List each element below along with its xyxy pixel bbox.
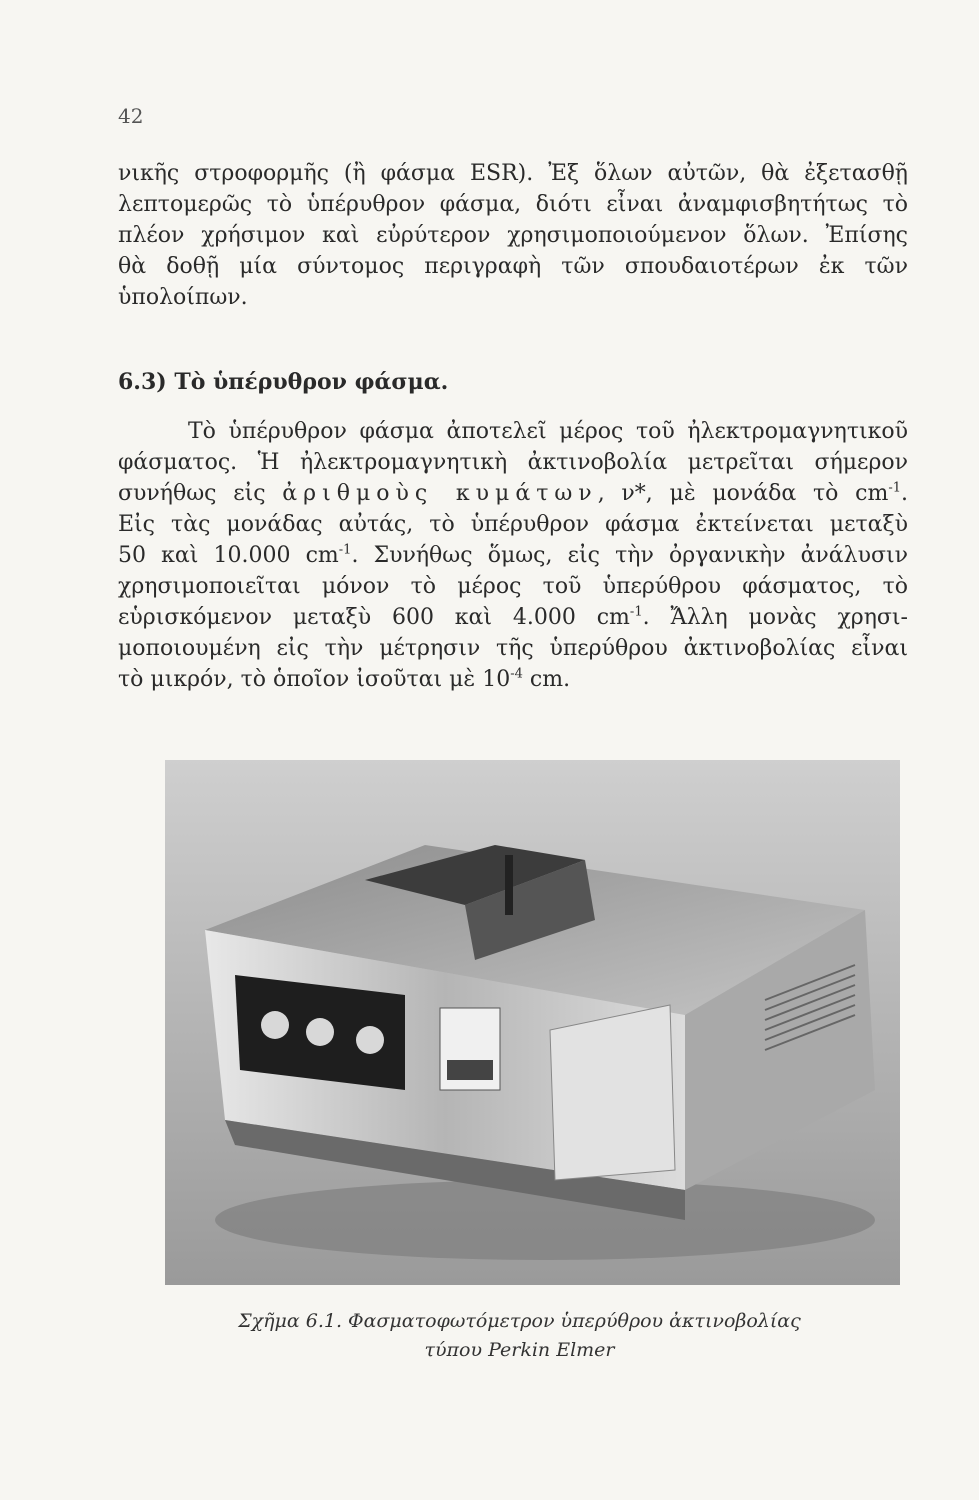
text-line: Εἰς τὰς μονάδας αὐτάς, τὸ ὑπέρυθρον φάσμα ἐκτείνεται μεταξὺ (118, 512, 908, 537)
text-line: λεπτομερῶς τὸ ὑπέρυθρον φάσμα, διότι εἶναι ἀναμφισβητήτως τὸ (118, 192, 908, 217)
text-fragment: . Ἄλλη μονὰς χρησι- (642, 605, 908, 630)
text-line (118, 664, 908, 695)
page-number: 42 (118, 104, 144, 128)
superscript: -1 (629, 604, 643, 620)
knob-icon (261, 1011, 289, 1039)
superscript: -4 (510, 666, 523, 682)
spaced-term: ἀριθμοὺς κυμάτων (282, 481, 598, 506)
superscript: -1 (888, 480, 901, 496)
text-fragment: τὸ μικρόν, τὸ ὁποῖον ἰσοῦται μὲ 10 (118, 667, 511, 692)
text-line: χρησιμοποιεῖται μόνον τὸ μέρος τοῦ ὑπερύθρου φάσματος, τὸ (118, 574, 908, 599)
knob-icon (306, 1018, 334, 1046)
text-fragment: 50 καὶ 10.000 cm (118, 543, 339, 568)
text-fragment: cm. (522, 667, 571, 692)
text-fragment: , ν*, μὲ μονάδα τὸ cm (597, 481, 889, 506)
sample-compartment (550, 1005, 675, 1180)
text-line: φάσματος. Ἡ ἠλεκτρομαγνητικὴ ἀκτινοβολία μετρεῖται σήμερον (118, 450, 908, 475)
superscript: -1 (338, 542, 352, 558)
intro-paragraph (118, 158, 908, 313)
text-fragment: . (901, 481, 908, 506)
text-line (118, 540, 908, 571)
instrument-illustration (165, 760, 900, 1285)
figure-caption-subtitle: τύπου Perkin Elmer (424, 1339, 615, 1361)
text-line: πλέον χρήσιμον καὶ εὐρύτερον χρησιμοποιούμενον ὅλων. Ἐπίσης (118, 223, 908, 248)
spectrophotometer-photo (165, 760, 900, 1285)
text-line (118, 602, 908, 633)
body-paragraph (118, 416, 908, 695)
knob-icon (356, 1026, 384, 1054)
text-line: μοποιουμένη εἰς τὴν μέτρησιν τῆς ὑπερύθρου ἀκτινοβολίας εἶναι (118, 636, 908, 661)
figure-caption: Σχῆμα 6.1. Φασματοφωτόμετρον ὑπερύθρου ἀκτινοβολίας (238, 1310, 801, 1332)
text-line: ὑπολοίπων. (118, 285, 248, 310)
text-fragment: . Συνήθως ὅμως, εἰς τὴν ὀργανικὴν ἀνάλυσιν (351, 543, 908, 568)
text-line: θὰ δοθῇ μία σύντομος περιγραφὴ τῶν σπουδαιοτέρων ἐκ τῶν (118, 254, 908, 279)
text-line: νικῆς στροφορμῆς (ἢ φάσμα ESR). Ἐξ ὅλων αὐτῶν, θὰ ἐξετασθῇ (118, 161, 908, 186)
text-line: Τὸ ὑπέρυθρον φάσμα ἀποτελεῖ μέρος τοῦ ἠλεκτρομαγνητικοῦ (188, 419, 908, 444)
section-heading: 6.3) Τὸ ὑπέρυθρον φάσμα. (118, 369, 449, 395)
text-fragment: εὑρισκόμενον μεταξὺ 600 καὶ 4.000 cm (118, 605, 630, 630)
text-fragment: συνήθως εἰς (118, 481, 283, 506)
text-line (118, 478, 908, 509)
